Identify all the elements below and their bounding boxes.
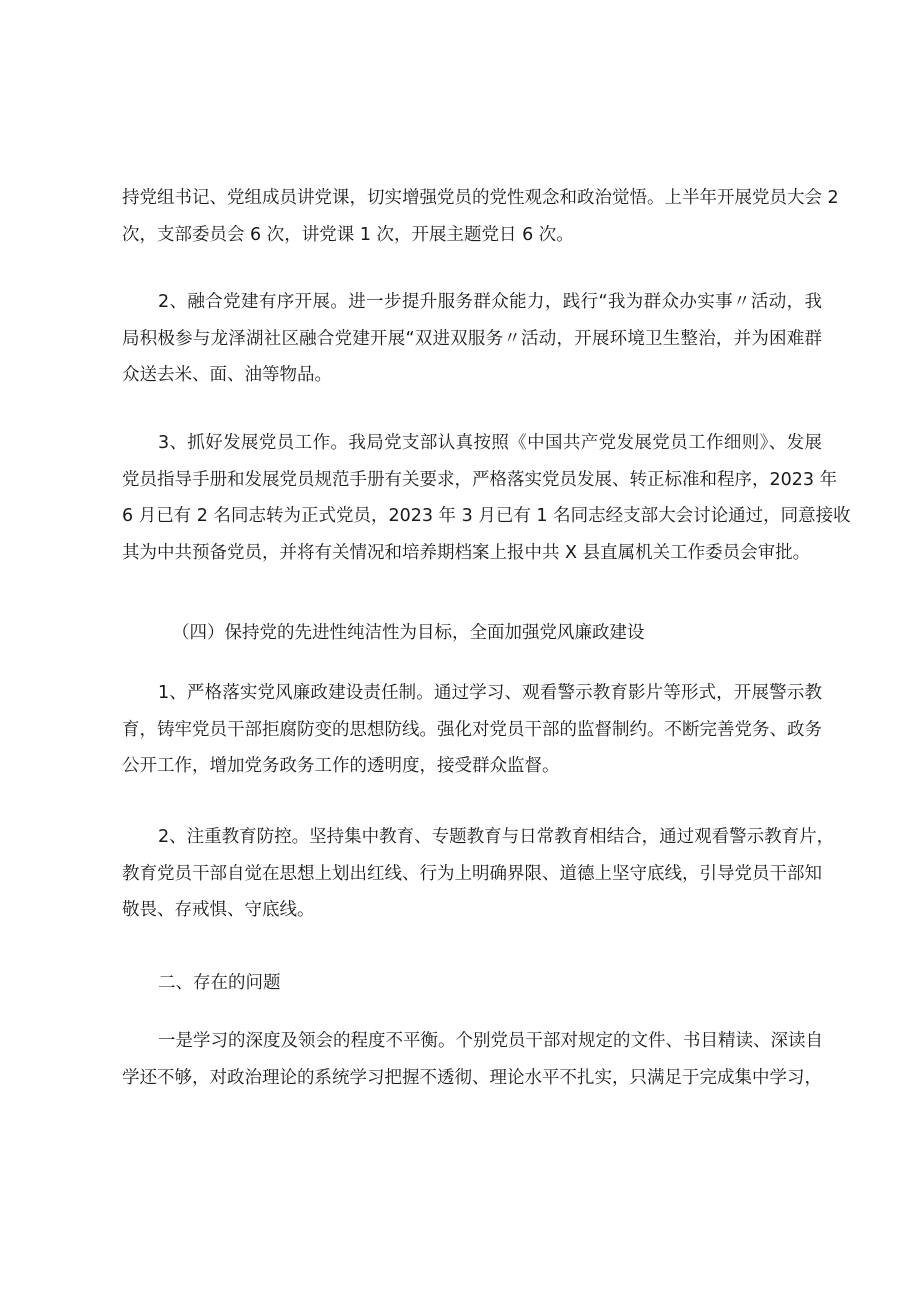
paragraph-integrated-party-building: [122, 284, 822, 394]
text-line: 局积极参与龙泽湖社区融合党建开展“双进双服务〃活动，开展环境卫生整治，并为困难群: [122, 328, 822, 349]
text-line: 党员指导手册和发展党员规范手册有关要求，严格落实党员发展、转正标准和程序，2023 年: [122, 469, 838, 490]
text-line: 6 月已有 2 名同志转为正式党员，2023 年 3 月已有 1 名同志经支部大会讨论通过，同意接收: [122, 506, 851, 526]
paragraph-clean-governance: [122, 675, 822, 785]
text-line: 持党组书记、党组成员讲党课，切实增强党员的党性观念和政治觉悟。上半年开展党员大会 2: [122, 188, 839, 208]
paragraph-education-prevention: [122, 819, 835, 929]
text-line: 1、严格落实党风廉政建设责任制。通过学习、观看警示教育影片等形式，开展警示教: [158, 683, 822, 703]
paragraph-member-development: [122, 425, 851, 571]
text-line: 2、注重教育防控。坚持集中教育、专题教育与日常教育相结合，通过观看警示教育片，: [158, 827, 835, 847]
text-line: 其为中共预备党员，并将有关情况和培养期档案上报中共 X 县直属机关工作委员会审批。: [122, 542, 811, 563]
text-line: 学还不够，对政治理论的系统学习把握不透彻、理论水平不扎实，只满足于完成集中学习，: [122, 1067, 822, 1088]
text-line: 公开工作，增加党务政务工作的透明度，接受群众监督。: [122, 756, 560, 776]
paragraph-party-lectures: [122, 180, 839, 253]
paragraph-learning-depth: [122, 1023, 822, 1096]
text-line: 育，铸牢党员干部拒腐防变的思想防线。强化对党员干部的监督制约。不断完善党务、政务: [122, 719, 822, 740]
section-heading-problems: 二、存在的问题: [158, 973, 281, 993]
text-line: 2、融合党建有序开展。进一步提升服务群众能力，践行“我为群众办实事〃活动，我: [158, 292, 822, 312]
text-line: 3、抓好发展党员工作。我局党支部认真按照《中国共产党发展党员工作细则》、发展: [158, 433, 822, 453]
text-line: 教育党员干部自觉在思想上划出红线、行为上明确界限、道德上坚守底线，引导党员干部知: [122, 863, 822, 884]
text-line: 一是学习的深度及领会的程度不平衡。个别党员干部对规定的文件、书目精读、深读自: [158, 1031, 823, 1051]
text-line: 敬畏、存戒惧、守底线。: [122, 900, 315, 920]
text-line: 众送去米、面、油等物品。: [122, 365, 332, 385]
text-line: 次，支部委员会 6 次，讲党课 1 次，开展主题党日 6 次。: [122, 224, 574, 245]
section-heading-4: （四）保持党的先进性纯洁性为目标，全面加强党风廉政建设: [172, 623, 645, 643]
